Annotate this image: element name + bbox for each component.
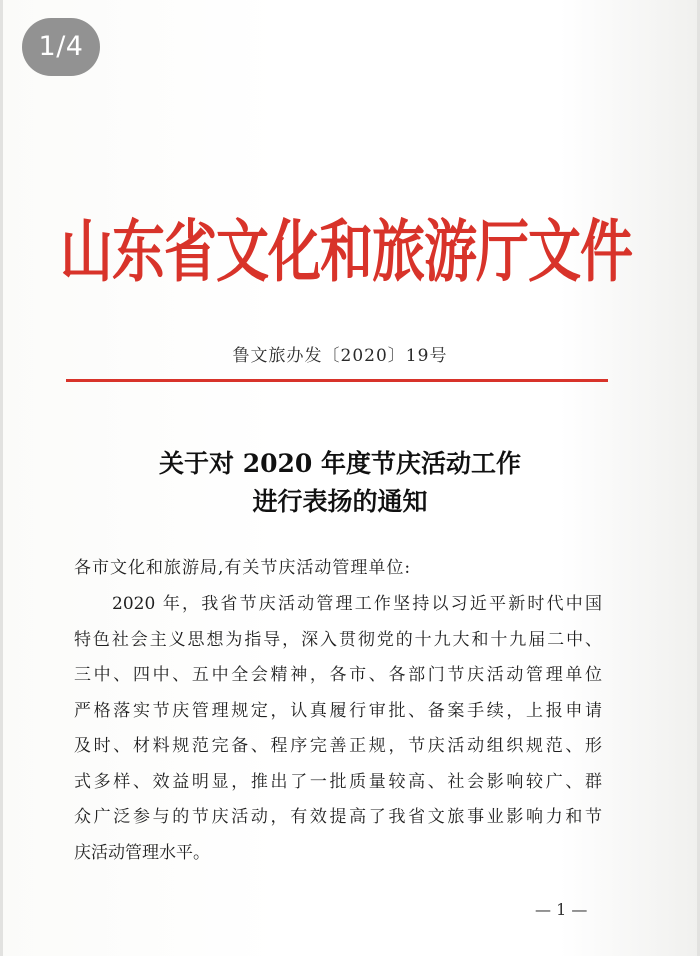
page-counter-badge: 1/4	[22, 18, 100, 76]
title-line: 关于对 2020 年度节庆活动工作	[159, 449, 521, 478]
page-number: — 1 —	[535, 900, 588, 919]
body-line: 式多样、效益明显，推出了一批质量较高、社会影响较广、群	[74, 771, 602, 792]
document-header: 山东省文化和旅游厅文件	[60, 213, 632, 292]
body-line: 严格落实节庆管理规定，认真履行审批、备案手续，上报申请	[74, 700, 602, 721]
body-line: 三中、四中、五中全会精神，各市、各部门节庆活动管理单位	[74, 665, 602, 685]
page-edge-left	[0, 0, 3, 956]
body-line: 特色社会主义思想为指导，深入贯彻党的十九大和十九届二中、	[74, 629, 602, 650]
body-line: 2020 年，我省节庆活动管理工作坚持以习近平新时代中国	[112, 594, 602, 614]
salutation: 各市文化和旅游局,有关节庆活动管理单位:	[74, 558, 412, 578]
title-line: 进行表扬的通知	[252, 487, 428, 516]
body-paragraph	[74, 587, 634, 871]
document-title	[60, 445, 620, 521]
header-divider	[66, 379, 608, 382]
document-number: 鲁文旅办发〔2020〕19号	[232, 346, 448, 366]
body-line: 众广泛参与的节庆活动，有效提高了我省文旅事业影响力和节	[74, 807, 602, 827]
body-line: 庆活动管理水平。	[74, 842, 210, 863]
body-line: 及时、材料规范完备、程序完善正规，节庆活动组织规范、形	[74, 736, 602, 756]
